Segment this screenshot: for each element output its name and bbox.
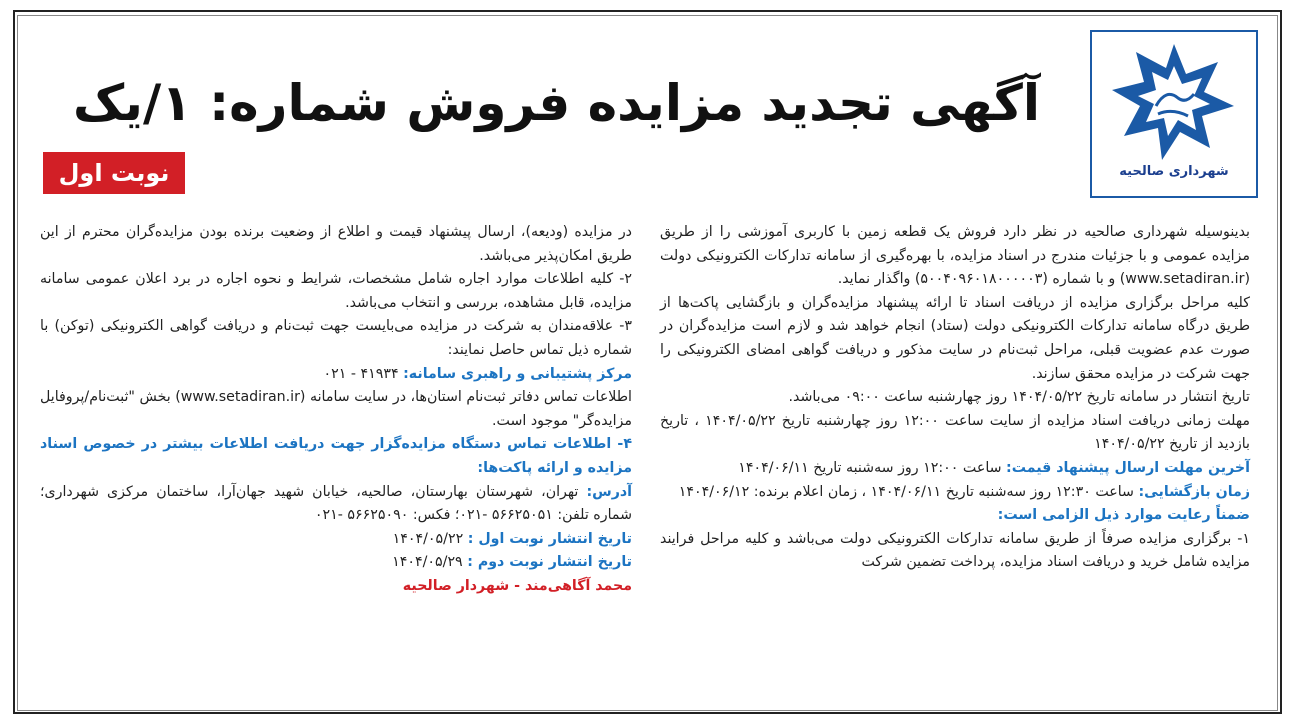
emblem-icon <box>1106 40 1242 164</box>
right-column <box>660 221 1250 575</box>
bid-deadline-value: ساعت ۱۲:۰۰ روز سه‌شنبه تاریخ ۱۴۰۴/۰۶/۱۱ <box>738 459 1007 476</box>
second-publication-line <box>40 551 632 575</box>
document-deadline-paragraph: مهلت زمانی دریافت اسناد مزایده از سایت ساعت ۱۲:۰۰ روز چهارشنبه تاریخ ۱۴۰۴/۰۵/۲۲ ، تاریخ بازدید از تاریخ ۱۴۰۴/۰۵/۲۲ <box>660 412 1250 453</box>
publish-date-paragraph: تاریخ انتشار در سامانه تاریخ ۱۴۰۴/۰۵/۲۲ روز چهارشنبه ساعت ۰۹:۰۰ می‌باشد. <box>788 389 1250 406</box>
opening-time-line <box>660 481 1250 505</box>
first-publication-date: ۱۴۰۴/۰۵/۲۲ <box>392 530 468 547</box>
signature: محمد آگاهی‌مند - شهردار صالحیه <box>402 577 632 594</box>
requirements-heading: ضمناً رعایت موارد ذیل الزامی است: <box>997 507 1250 524</box>
requirement-2: ۲- کلیه اطلاعات موارد اجاره شامل مشخصات، شرایط و نحوه اجاره در برد اعلان عمومی سامانه مزایده، قابل مشاهده، بررسی و انتخاب می‌باشد. <box>40 271 632 311</box>
requirement-1-continued: در مزایده (ودیعه)، ارسال پیشنهاد قیمت و اطلاع از وضعیت برنده بودن مزایده‌گران محترم از این طریق امکان‌پذیر می‌باشد. <box>40 224 632 264</box>
round-badge: نوبت اول <box>43 152 185 194</box>
support-center-line <box>40 363 632 387</box>
second-publication-label: تاریخ انتشار نوبت دوم : <box>467 554 632 571</box>
municipality-logo <box>1090 30 1258 198</box>
support-center-label: مرکز پشتیبانی و راهبری سامانه: <box>403 365 632 382</box>
requirement-1: ۱- برگزاری مزایده صرفاً از طریق سامانه تدارکات الکترونیکی دولت می‌باشد و کلیه مراحل فرایند مزایده شامل خرید و دریافت اسناد مزایده، پرداخت تضمین شرکت <box>660 530 1250 571</box>
first-publication-line <box>40 528 632 552</box>
left-column <box>40 221 632 599</box>
opening-time-value: ساعت ۱۲:۳۰ روز سه‌شنبه تاریخ ۱۴۰۴/۰۶/۱۱ ، زمان اعلام برنده: ۱۴۰۴/۰۶/۱۲ <box>678 483 1139 500</box>
contact-heading: ۴- اطلاعات تماس دستگاه مزایده‌گزار جهت دریافت اطلاعات بیشتر در خصوص اسناد مزایده و ارائه پاکت‌ها: <box>40 436 632 476</box>
address-line <box>40 481 632 528</box>
bid-deadline-label: آخرین مهلت ارسال پیشنهاد قیمت: <box>1006 459 1250 476</box>
process-paragraph: کلیه مراحل برگزاری مزایده از دریافت اسناد تا ارائه پیشنهاد مزایده‌گران و بازگشایی پاکت‌ها از طریق درگاه سامانه تدارکات الکترونیکی دولت (ستاد) انجام خواهد شد و لازم است مزایده‌گران در صورت عدم عضویت قبلی، مراحل ثبت‌نام در سایت مذکور و دریافت گواهی امضای الکترونیکی را جهت شرکت در مزایده محقق سازند. <box>660 294 1250 382</box>
logo-caption: شهرداری صالحیه <box>1119 164 1229 179</box>
requirement-3: ۳- علاقه‌مندان به شرکت در مزایده می‌بایست جهت ثبت‌نام و دریافت گواهی الکترونیکی (توکن) با شماره ذیل تماس حاصل نمایند: <box>40 318 632 358</box>
page-title: آگهی تجدید مزایده فروش شماره: ۱/یک <box>72 74 1040 132</box>
first-publication-label: تاریخ انتشار نوبت اول : <box>467 530 632 547</box>
intro-paragraph: بدینوسیله شهرداری صالحیه در نظر دارد فروش یک قطعه زمین با کاربری آموزشی را از طریق مزایده عمومی و با جزئیات مندرج در اسناد مزایده، با بهره‌گیری از سامانه تدارکات الکترونیکی دولت (www.setadiran.ir) و با شماره (۵۰۰۴۰۹۶۰۱۸۰۰۰۰۰۳) واگذار نماید. <box>660 224 1250 288</box>
registration-offices-paragraph: اطلاعات تماس دفاتر ثبت‌نام استان‌ها، در سایت سامانه (www.setadiran.ir) بخش "ثبت‌نام/پروفایل مزایده‌گر" موجود است. <box>40 389 632 429</box>
bid-deadline-line <box>660 457 1250 481</box>
support-center-phone: ۴۱۹۳۴ - ۰۲۱ <box>323 365 404 382</box>
address-label: آدرس: <box>586 483 632 500</box>
opening-time-label: زمان بازگشایی: <box>1138 483 1250 500</box>
second-publication-date: ۱۴۰۴/۰۵/۲۹ <box>392 554 468 571</box>
address-value: تهران، شهرستان بهارستان، صالحیه، خیابان شهید جهان‌آرا، ساختمان مرکزی شهرداری؛ شماره تلفن: ۵۶۶۲۵۰۵۱ -۰۲۱؛ فکس: ۵۶۶۲۵۰۹۰ -۰۲۱ <box>40 483 632 524</box>
